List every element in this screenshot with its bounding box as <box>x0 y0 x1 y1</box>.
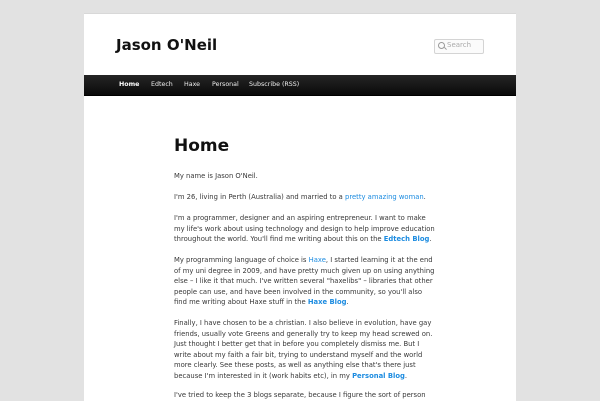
search-icon <box>438 42 445 49</box>
nav-item-subscribe-rss[interactable]: Subscribe (RSS) <box>249 81 300 88</box>
paragraph-text: My programming language of choice is <box>174 256 309 264</box>
pretty-amazing-woman-link[interactable]: pretty amazing woman <box>345 193 424 201</box>
nav-item-haxe[interactable]: Haxe <box>184 81 201 88</box>
edtech-blog-link[interactable]: Edtech Blog <box>383 235 430 243</box>
paragraph-text: Finally, I have chosen to be a christian. I also believe in evolution, have gay friends, usually vote Greens and generally try to keep my head screwed on. Just thought I better get that in before you completely dismiss me. But I write about my faith a fair bit, trying to understand myself and the world more clearly. See these posts, as well as anything else that's there just because I'm interested in it (work habits etc), in my <box>174 319 433 380</box>
paragraph-end: . <box>423 193 426 201</box>
paragraph-text: , I started learning it at the end of my uni degree in 2009, and have pretty much given up on using anything else – I like it that much. I've written several "haxelibs" – libraries that other people can use, and have been involved in the community, so you'll also find me writing about Haxe stuff in the <box>174 256 435 306</box>
personal-blog-link[interactable]: Personal Blog <box>352 371 405 380</box>
search-placeholder: Search <box>447 41 472 49</box>
paragraph-text: I'm a programmer, designer and an aspiring entrepreneur. I want to make my life's work about using technology and design to help improve education throughout the world. You'll find me writing about this on the <box>174 214 435 243</box>
haxe-link[interactable]: Haxe <box>308 256 326 264</box>
search-input[interactable] <box>434 39 484 54</box>
paragraph-programmer <box>174 213 436 245</box>
paragraph-end: . <box>429 235 432 243</box>
main-navigation <box>84 75 516 96</box>
haxe-blog-link[interactable]: Haxe Blog <box>307 298 347 306</box>
site-title[interactable]: Jason O'Neil <box>116 36 218 54</box>
paragraph-about <box>174 192 436 203</box>
paragraph-end: . <box>346 298 349 306</box>
paragraph-intro: My name is Jason O'Neil. <box>174 172 258 180</box>
nav-item-edtech[interactable]: Edtech <box>151 81 173 88</box>
paragraph-text: I'm 26, living in Perth (Australia) and married to a <box>174 193 346 201</box>
nav-item-personal[interactable]: Personal <box>212 81 239 88</box>
paragraph-end: . <box>404 371 408 380</box>
paragraph-blogs: I've tried to keep the 3 blogs separate, because I figure the sort of person <box>174 391 426 399</box>
page-title: Home <box>174 136 230 156</box>
paragraph-haxe <box>174 255 436 308</box>
nav-item-home[interactable]: Home <box>119 81 140 88</box>
paragraph-faith <box>174 318 436 381</box>
